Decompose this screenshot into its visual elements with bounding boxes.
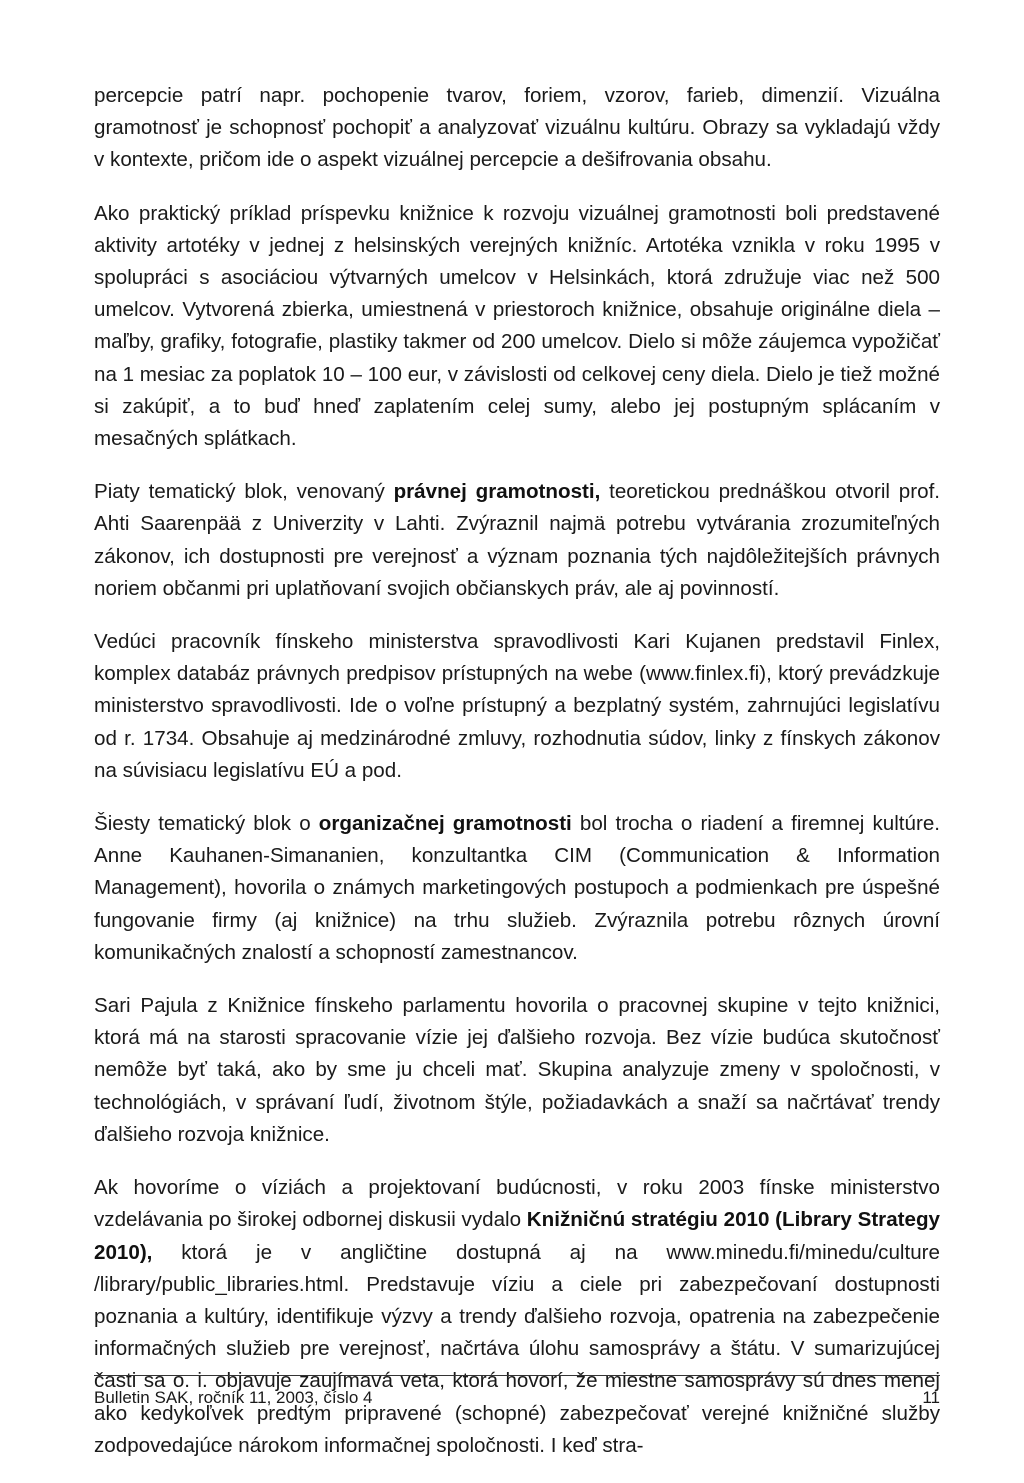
paragraph — [94, 626, 940, 787]
paragraph — [94, 1172, 940, 1462]
footer-page-number: 11 — [922, 1388, 940, 1407]
text-run: percepcie patrí napr. pochopenie tvarov, foriem, vzorov, farieb, dimenzií. Vizuálna gramotnosť je schopnosť pochopiť a analyzovať vizuálnu kultúru. Obrazy sa vykladajú vždy v kontexte, pričom ide o aspekt vizuálnej percepcie a dešifrovania obsahu. — [94, 84, 940, 172]
bold-term: Knižničnú stratégiu 2010 (Library Strategy 2010), — [94, 1208, 940, 1264]
text-run: Ak hovoríme o víziách a projektovaní budúcnosti, v roku 2003 fínske ministerstvo vzdelávania po širokej odbornej diskusii vydalo — [94, 1176, 940, 1232]
text-run: Sari Pajula z Knižnice fínskeho parlamentu hovorila o pracovnej skupine v tejto knižnici, ktorá má na starosti spracovanie vízie jej ďalšieho rozvoja. Bez vízie budúca skutočnosť nemôže byť taká, ako by sme ju chceli mať. Skupina analyzuje zmeny v spoločnosti, v technológiách, v správaní ľudí, životnom štýle, požiadavkách a snaží sa načrtávať trendy ďalšieho rozvoja knižnice. — [94, 994, 940, 1146]
paragraph — [94, 808, 940, 969]
footer-divider — [94, 1375, 940, 1376]
text-run: Vedúci pracovník fínskeho ministerstva spravodlivosti Kari Kujanen predstavil Finlex, komplex databáz právnych predpisov prístupných na webe (www.finlex.fi), ktorý prevádzkuje ministerstvo spravodlivosti. Ide o voľne prístupný a bezplatný systém, zahrnujúci legislatívu od r. 1734. Obsahuje aj medzinárodné zmluvy, rozhodnutia súdov, linky z fínskych zákonov na súvisiacu legislatívu EÚ a pod. — [94, 630, 940, 782]
paragraph — [94, 476, 940, 605]
page-footer — [94, 1388, 940, 1408]
text-run: ktorá je v angličtine dostupná aj na www.minedu.fi/minedu/culture /library/public_libraries.html. Predstavuje víziu a ciele pri zabezpečovaní dostupnosti poznania a kultúry, identifikuje výzvy a trendy ďalšieho rozvoja, opatrenia na zabezpečenie informačných služieb pre verejnosť, načrtáva úlohu samosprávy a štátu. V sumarizujúcej časti sa o. i. objavuje zaujímavá veta, ktorá hovorí, že miestne samosprávy sú dnes menej ako kedykoľvek predtým pripravené (schopné) zabezpečovať verejné knižničné služby zodpovedajúce nárokom informačnej spoločnosti. I keď stra- — [94, 1240, 940, 1457]
bold-term: organizačnej gramotnosti — [318, 812, 572, 836]
paragraph — [94, 990, 940, 1151]
footer-publication: Bulletin SAK, ročník 11, 2003, číslo 4 — [94, 1388, 373, 1407]
paragraph — [94, 80, 940, 177]
text-run: bol trocha o riadení a firemnej kultúre. Anne Kauhanen-Simananien, konzultantka CIM (Communication & Information Management), hovorila o známych marketingových postupoch a podmienkach pre úspešné fungovanie firmy (aj knižnice) na trhu služieb. Zvýraznila potrebu rôznych úrovní komunikačných znalostí a schopností zamestnancov. — [94, 812, 941, 964]
bold-term: právnej gramotnosti, — [393, 480, 601, 504]
text-run: Ako praktický príklad príspevku knižnice k rozvoju vizuálnej gramotnosti boli predstavené aktivity artotéky v jednej z helsinských verejných knižníc. Artotéka vznikla v roku 1995 v spolupráci s asociáciou výtvarných umelcov v Helsinkách, ktorá združuje viac než 500 umelcov. Vytvorená zbierka, umiestnená v priestoroch knižnice, obsahuje originálne diela – maľby, grafiky, fotografie, plastiky takmer od 200 umelcov. Dielo si môže záujemca vypožičať na 1 mesiac za poplatok 10 – 100 eur, v závislosti od celkovej ceny diela. Dielo je tiež možné si zakúpiť, a to buď hneď zaplatením celej sumy, alebo jej postupným splácaním v mesačných splátkach. — [94, 201, 940, 451]
text-run: Šiesty tematický blok o — [94, 812, 319, 836]
paragraph — [94, 198, 940, 456]
text-run: teoretickou prednáškou otvoril prof. Ahti Saarenpää z Univerzity v Lahti. Zvýraznil najmä potrebu vytvárania zrozumiteľných zákonov, ich dostupnosti pre verejnosť a význam poznania tých najdôležitejších právnych noriem občanmi pri uplatňovaní svojich občianskych práv, ale aj povinností. — [94, 480, 941, 600]
text-run: Piaty tematický blok, venovaný — [94, 480, 394, 504]
page-body — [94, 80, 940, 1483]
